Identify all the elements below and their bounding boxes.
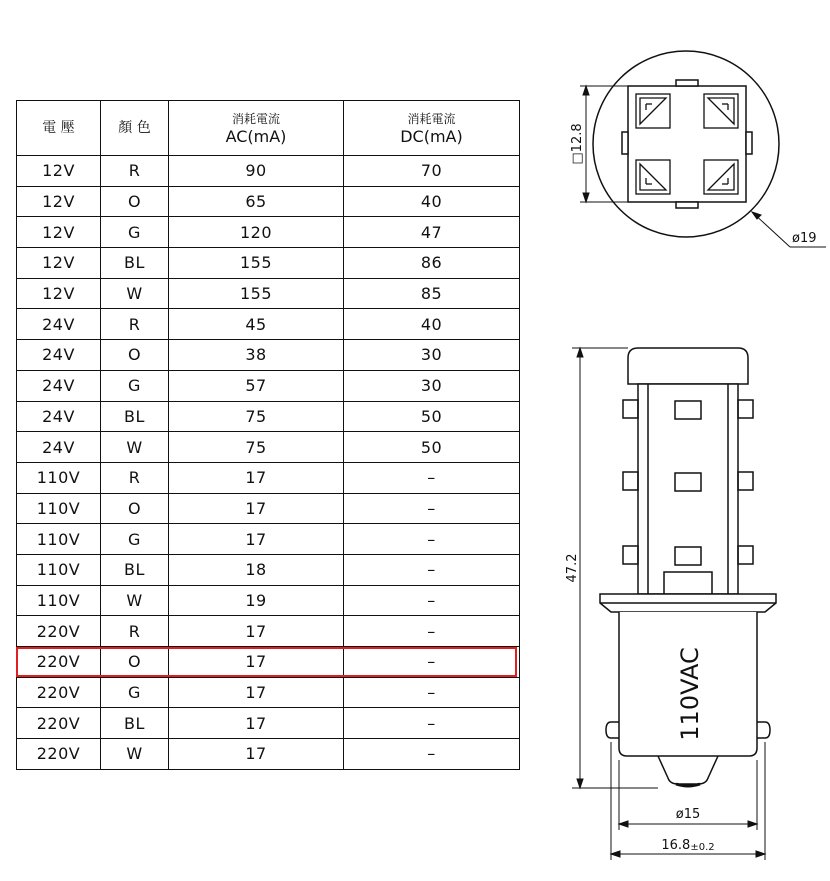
cell-voltage: 12V [17,156,101,187]
cell-voltage: 24V [17,340,101,371]
height-label: 47.2 [565,553,580,583]
cell-dc: 40 [344,309,520,340]
inner-diameter-label: ø15 [675,807,701,822]
cell-color: O [101,340,169,371]
cell-ac: 17 [169,708,344,739]
cell-voltage: 220V [17,739,101,770]
cell-voltage: 24V [17,432,101,463]
cell-voltage: 110V [17,493,101,524]
cell-voltage: 24V [17,309,101,340]
cell-dc: – [344,554,520,585]
cell-dc: 70 [344,156,520,187]
cell-ac: 17 [169,677,344,708]
cell-voltage: 24V [17,401,101,432]
cell-color: W [101,278,169,309]
outer-width-label [661,838,714,853]
cell-dc: 85 [344,278,520,309]
cell-dc: 40 [344,186,520,217]
cell-dc: – [344,462,520,493]
base-marking-text: 110VAC [676,647,704,741]
cell-voltage: 12V [17,217,101,248]
cell-color: R [101,462,169,493]
cell-ac: 75 [169,432,344,463]
led-column [638,384,738,594]
cell-dc: 47 [344,217,520,248]
cell-dc: – [344,493,520,524]
cell-voltage: 220V [17,616,101,647]
cell-voltage: 12V [17,278,101,309]
cell-color: O [101,493,169,524]
outer-width-tolerance: ±0.2 [690,842,715,853]
cell-voltage: 24V [17,370,101,401]
cell-color: R [101,156,169,187]
cell-color: BL [101,554,169,585]
cell-ac: 18 [169,554,344,585]
top-view [580,51,826,247]
cell-ac: 19 [169,585,344,616]
cell-dc: 86 [344,248,520,279]
cell-color: G [101,370,169,401]
cell-color: G [101,677,169,708]
header-voltage: 電 壓 [17,101,101,156]
outer-width-value: 16.8 [661,838,691,853]
led-cap [628,348,748,384]
cell-ac: 17 [169,493,344,524]
cell-color: G [101,217,169,248]
cell-dc: 50 [344,401,520,432]
cell-color: W [101,585,169,616]
cell-ac: 38 [169,340,344,371]
header-dc-title: 消耗電流 [407,112,456,126]
cell-dc: – [344,585,520,616]
side-view [572,348,776,860]
cell-ac: 90 [169,156,344,187]
cell-voltage: 220V [17,708,101,739]
cell-ac: 120 [169,217,344,248]
cell-ac: 57 [169,370,344,401]
bayonet-pin-right [757,722,770,738]
cell-voltage: 12V [17,186,101,217]
cell-color: R [101,309,169,340]
cell-color: BL [101,248,169,279]
header-dc-unit: DC(mA) [400,127,463,146]
cell-ac: 17 [169,739,344,770]
cell-color: O [101,647,169,678]
contact-tip [658,756,718,784]
top-view-square [628,86,746,202]
cell-ac: 155 [169,248,344,279]
cell-dc: 30 [344,370,520,401]
cell-color: G [101,524,169,555]
cell-dc: – [344,524,520,555]
cell-ac: 17 [169,524,344,555]
cell-color: BL [101,708,169,739]
cell-ac: 75 [169,401,344,432]
header-ac-title: 消耗電流 [231,112,280,126]
cell-dc: 30 [344,340,520,371]
bayonet-pin-left [606,722,619,738]
cell-ac: 17 [169,647,344,678]
cell-voltage: 110V [17,585,101,616]
cell-color: R [101,616,169,647]
cell-ac: 17 [169,462,344,493]
square-dimension [580,86,628,202]
cell-ac: 65 [169,186,344,217]
cell-color: W [101,739,169,770]
cell-dc: 50 [344,432,520,463]
cell-dc: – [344,677,520,708]
cell-ac: 155 [169,278,344,309]
cell-color: BL [101,401,169,432]
cell-ac: 17 [169,616,344,647]
cell-color: W [101,432,169,463]
cell-dc: – [344,647,520,678]
top-diameter-label: ø19 [792,231,817,246]
cell-voltage: 12V [17,248,101,279]
cell-dc: – [344,708,520,739]
cell-dc: – [344,739,520,770]
cell-ac: 45 [169,309,344,340]
cell-voltage: 110V [17,524,101,555]
header-color: 顏 色 [101,101,169,156]
cell-voltage: 220V [17,647,101,678]
cell-voltage: 110V [17,554,101,585]
cell-dc: – [344,616,520,647]
cell-voltage: 220V [17,677,101,708]
cell-voltage: 110V [17,462,101,493]
header-ac-unit: AC(mA) [225,127,287,146]
square-size-label: □12.8 [570,123,585,165]
cell-color: O [101,186,169,217]
